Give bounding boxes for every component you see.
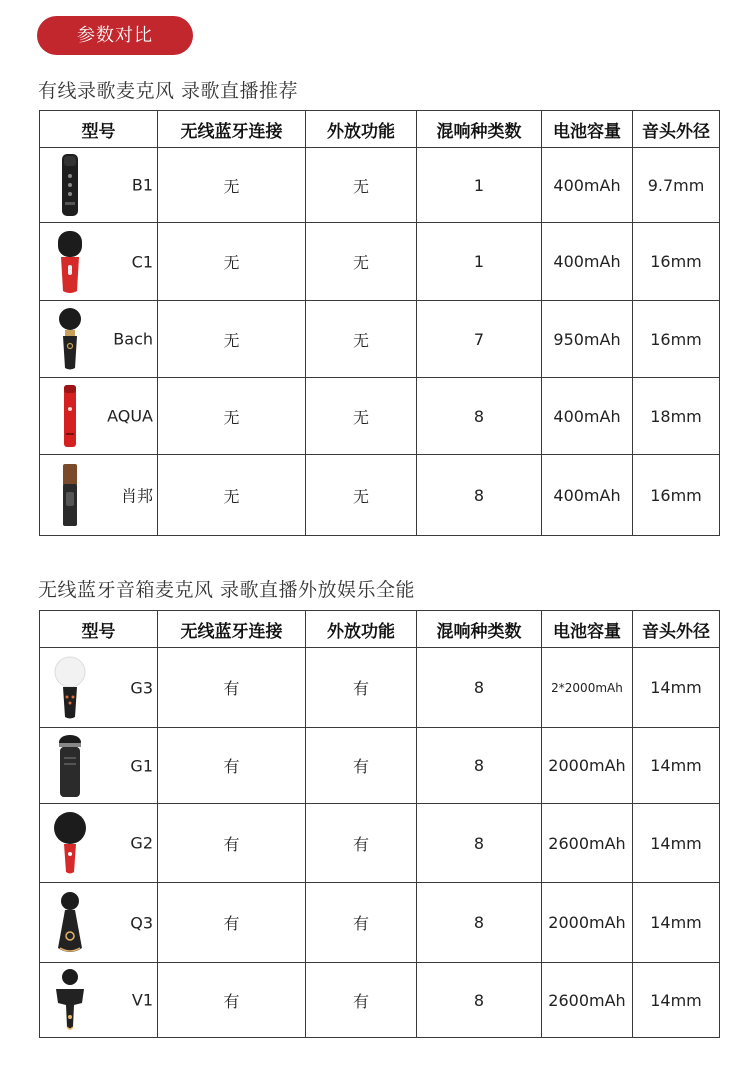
battery-value: 2*2000mAh bbox=[542, 648, 633, 728]
head-diameter-value: 14mm bbox=[633, 963, 720, 1038]
model-cell bbox=[40, 883, 158, 963]
reverb-value: 8 bbox=[417, 728, 542, 804]
reverb-value: 1 bbox=[417, 148, 542, 223]
speaker-value: 无 bbox=[306, 148, 417, 223]
wireless-section-title: 无线蓝牙音箱麦克风 录歌直播外放娱乐全能 bbox=[38, 579, 416, 601]
bluetooth-value: 无 bbox=[158, 148, 306, 223]
bluetooth-value: 有 bbox=[158, 648, 306, 728]
table-row bbox=[40, 148, 720, 223]
head-diameter-value: 14mm bbox=[633, 883, 720, 963]
table-row bbox=[40, 728, 720, 804]
speaker-value: 有 bbox=[306, 963, 417, 1038]
reverb-value: 8 bbox=[417, 378, 542, 455]
battery-value: 400mAh bbox=[542, 378, 633, 455]
reverb-value: 8 bbox=[417, 804, 542, 883]
bluetooth-value: 有 bbox=[158, 963, 306, 1038]
table-row bbox=[40, 648, 720, 728]
black-gold-mic-icon bbox=[52, 306, 88, 372]
speaker-value: 无 bbox=[306, 223, 417, 301]
col-head-diameter: 音头外径 bbox=[633, 611, 720, 648]
head-diameter-value: 16mm bbox=[633, 223, 720, 301]
head-diameter-value: 14mm bbox=[633, 804, 720, 883]
head-diameter-value: 14mm bbox=[633, 648, 720, 728]
model-cell bbox=[40, 963, 158, 1038]
col-reverb: 混响种类数 bbox=[417, 611, 542, 648]
speaker-value: 有 bbox=[306, 728, 417, 804]
model-cell bbox=[40, 378, 158, 455]
bluetooth-value: 有 bbox=[158, 804, 306, 883]
bluetooth-value: 无 bbox=[158, 378, 306, 455]
bluetooth-value: 有 bbox=[158, 883, 306, 963]
wired-section-title: 有线录歌麦克风 录歌直播推荐 bbox=[38, 80, 299, 102]
model-name: G1 bbox=[130, 756, 153, 775]
reverb-value: 1 bbox=[417, 223, 542, 301]
model-name: Bach bbox=[113, 329, 153, 349]
col-bluetooth: 无线蓝牙连接 bbox=[158, 111, 306, 148]
red-black-mic-icon bbox=[52, 229, 88, 295]
table-row bbox=[40, 804, 720, 883]
col-battery: 电池容量 bbox=[542, 111, 633, 148]
bluetooth-value: 无 bbox=[158, 301, 306, 378]
speaker-value: 有 bbox=[306, 804, 417, 883]
model-cell bbox=[40, 455, 158, 536]
model-name: 肖邦 bbox=[120, 486, 153, 506]
reverb-value: 8 bbox=[417, 648, 542, 728]
battery-value: 2000mAh bbox=[542, 883, 633, 963]
model-cell bbox=[40, 301, 158, 378]
black-winged-mic-icon bbox=[52, 967, 88, 1033]
head-diameter-value: 18mm bbox=[633, 378, 720, 455]
reverb-value: 7 bbox=[417, 301, 542, 378]
reverb-value: 8 bbox=[417, 883, 542, 963]
speaker-value: 无 bbox=[306, 301, 417, 378]
speaker-value: 无 bbox=[306, 378, 417, 455]
model-cell bbox=[40, 148, 158, 223]
black-red-ball-mic-icon bbox=[52, 810, 88, 876]
model-name: Q3 bbox=[130, 913, 153, 932]
battery-value: 2600mAh bbox=[542, 963, 633, 1038]
white-fluffy-mic-icon bbox=[52, 655, 88, 721]
bluetooth-value: 有 bbox=[158, 728, 306, 804]
reverb-value: 8 bbox=[417, 963, 542, 1038]
battery-value: 2000mAh bbox=[542, 728, 633, 804]
red-stick-mic-icon bbox=[52, 383, 88, 449]
model-name: AQUA bbox=[107, 406, 153, 426]
model-name: V1 bbox=[131, 990, 153, 1010]
col-speaker: 外放功能 bbox=[306, 111, 417, 148]
speaker-value: 无 bbox=[306, 455, 417, 536]
table-row bbox=[40, 301, 720, 378]
black-speaker-mic-icon bbox=[52, 733, 88, 799]
model-cell bbox=[40, 728, 158, 804]
model-cell bbox=[40, 223, 158, 301]
col-speaker: 外放功能 bbox=[306, 611, 417, 648]
model-name: B1 bbox=[131, 175, 153, 195]
col-head-diameter: 音头外径 bbox=[633, 111, 720, 148]
battery-value: 400mAh bbox=[542, 223, 633, 301]
black-gold-cone-mic-icon bbox=[52, 890, 88, 956]
speaker-value: 有 bbox=[306, 648, 417, 728]
table-row bbox=[40, 883, 720, 963]
wired-spec-table bbox=[39, 110, 720, 536]
head-diameter-value: 16mm bbox=[633, 301, 720, 378]
table-row bbox=[40, 378, 720, 455]
table-row bbox=[40, 455, 720, 536]
model-cell bbox=[40, 648, 158, 728]
battery-value: 400mAh bbox=[542, 455, 633, 536]
head-diameter-value: 16mm bbox=[633, 455, 720, 536]
bluetooth-value: 无 bbox=[158, 455, 306, 536]
model-name: G3 bbox=[130, 678, 153, 697]
head-diameter-value: 9.7mm bbox=[633, 148, 720, 223]
table-row bbox=[40, 223, 720, 301]
black-slim-mic-icon bbox=[52, 152, 88, 218]
col-model: 型号 bbox=[40, 111, 158, 148]
bluetooth-value: 无 bbox=[158, 223, 306, 301]
speaker-value: 有 bbox=[306, 883, 417, 963]
col-battery: 电池容量 bbox=[542, 611, 633, 648]
table-header-row bbox=[40, 611, 720, 648]
reverb-value: 8 bbox=[417, 455, 542, 536]
battery-value: 950mAh bbox=[542, 301, 633, 378]
head-diameter-value: 14mm bbox=[633, 728, 720, 804]
model-name: C1 bbox=[131, 252, 153, 271]
table-header-row bbox=[40, 111, 720, 148]
col-model: 型号 bbox=[40, 611, 158, 648]
col-reverb: 混响种类数 bbox=[417, 111, 542, 148]
wireless-spec-table bbox=[39, 610, 720, 1038]
battery-value: 2600mAh bbox=[542, 804, 633, 883]
wood-mic-icon bbox=[52, 462, 88, 528]
table-row bbox=[40, 963, 720, 1038]
model-name: G2 bbox=[130, 833, 153, 853]
battery-value: 400mAh bbox=[542, 148, 633, 223]
model-cell bbox=[40, 804, 158, 883]
section-badge: 参数对比 bbox=[37, 16, 193, 55]
col-bluetooth: 无线蓝牙连接 bbox=[158, 611, 306, 648]
